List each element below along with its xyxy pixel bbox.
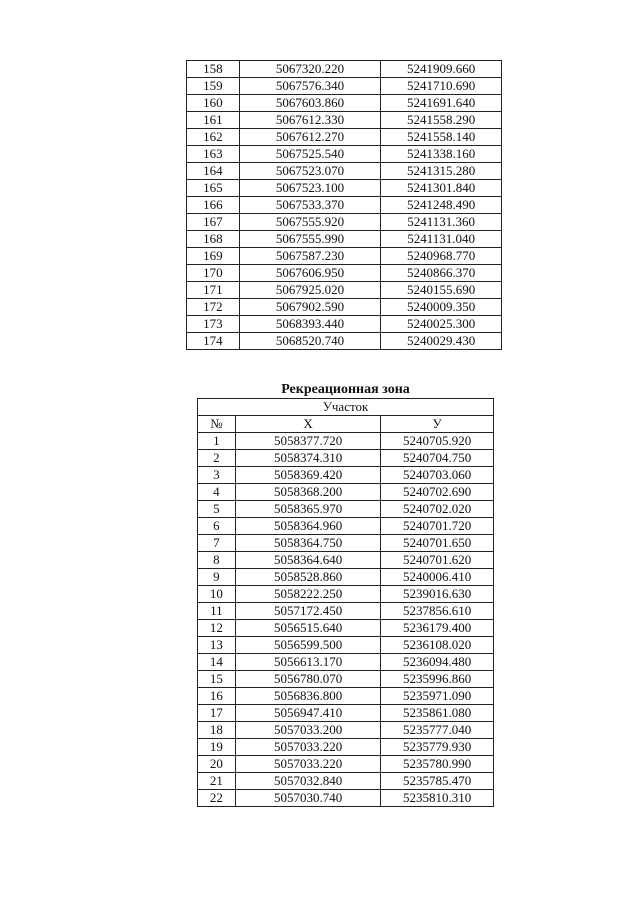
cell-y: 5241131.040 (381, 231, 502, 248)
table-row (198, 773, 494, 790)
table-row (198, 450, 494, 467)
cell-number: 172 (187, 299, 240, 316)
cell-x: 5057172.450 (235, 603, 380, 620)
cell-number: 12 (198, 620, 236, 637)
cell-x: 5067525.540 (239, 146, 381, 163)
table-row (187, 282, 502, 299)
cell-x: 5067523.100 (239, 180, 381, 197)
cell-x: 5056836.800 (235, 688, 380, 705)
table-row (187, 248, 502, 265)
table-row (198, 535, 494, 552)
cell-x: 5067603.860 (239, 95, 381, 112)
cell-y: 5235861.080 (381, 705, 494, 722)
zone-title: Рекреационная зона (281, 382, 410, 397)
cell-number: 14 (198, 654, 236, 671)
header-number: № (198, 416, 236, 433)
header-y: У (381, 416, 494, 433)
cell-number: 22 (198, 790, 236, 807)
cell-number: 16 (198, 688, 236, 705)
table-row (198, 671, 494, 688)
cell-number: 5 (198, 501, 236, 518)
cell-number: 159 (187, 78, 240, 95)
cell-x: 5058377.720 (235, 433, 380, 450)
cell-x: 5057030.740 (235, 790, 380, 807)
cell-x: 5067576.340 (239, 78, 381, 95)
recreation-zone-table (197, 398, 494, 807)
cell-x: 5057033.220 (235, 739, 380, 756)
coordinates-table-body (187, 61, 502, 350)
cell-x: 5067533.370 (239, 197, 381, 214)
table-row (198, 739, 494, 756)
table-row (198, 756, 494, 773)
cell-number: 19 (198, 739, 236, 756)
cell-x: 5058528.860 (235, 569, 380, 586)
cell-number: 168 (187, 231, 240, 248)
table-row (198, 484, 494, 501)
cell-number: 166 (187, 197, 240, 214)
cell-number: 167 (187, 214, 240, 231)
cell-y: 5241248.490 (381, 197, 502, 214)
table-row (187, 333, 502, 350)
table-row (187, 299, 502, 316)
cell-x: 5058222.250 (235, 586, 380, 603)
cell-number: 8 (198, 552, 236, 569)
table-row (187, 129, 502, 146)
cell-number: 2 (198, 450, 236, 467)
cell-y: 5241710.690 (381, 78, 502, 95)
section-row (198, 399, 494, 416)
cell-x: 5058368.200 (235, 484, 380, 501)
cell-number: 160 (187, 95, 240, 112)
table-row (187, 197, 502, 214)
cell-number: 18 (198, 722, 236, 739)
cell-x: 5058369.420 (235, 467, 380, 484)
cell-x: 5056780.070 (235, 671, 380, 688)
table-row (198, 603, 494, 620)
cell-y: 5235971.090 (381, 688, 494, 705)
cell-number: 158 (187, 61, 240, 78)
cell-y: 5240701.620 (381, 552, 494, 569)
cell-y: 5235779.930 (381, 739, 494, 756)
cell-x: 5067555.920 (239, 214, 381, 231)
table-row (198, 705, 494, 722)
table-row (187, 78, 502, 95)
cell-number: 171 (187, 282, 240, 299)
cell-y: 5240705.920 (381, 433, 494, 450)
table-row (198, 654, 494, 671)
cell-number: 13 (198, 637, 236, 654)
cell-x: 5058364.750 (235, 535, 380, 552)
cell-y: 5241131.360 (381, 214, 502, 231)
table-row (198, 637, 494, 654)
cell-number: 15 (198, 671, 236, 688)
cell-y: 5241301.840 (381, 180, 502, 197)
cell-y: 5235777.040 (381, 722, 494, 739)
cell-x: 5067902.590 (239, 299, 381, 316)
cell-x: 5058374.310 (235, 450, 380, 467)
cell-x: 5067555.990 (239, 231, 381, 248)
cell-x: 5067925.020 (239, 282, 381, 299)
cell-x: 5058364.640 (235, 552, 380, 569)
cell-number: 7 (198, 535, 236, 552)
table-row (187, 112, 502, 129)
cell-y: 5240703.060 (381, 467, 494, 484)
cell-y: 5241909.660 (381, 61, 502, 78)
table-row (187, 214, 502, 231)
cell-number: 3 (198, 467, 236, 484)
cell-x: 5058365.970 (235, 501, 380, 518)
table-row (187, 95, 502, 112)
table-row (187, 316, 502, 333)
cell-number: 163 (187, 146, 240, 163)
cell-x: 5056599.500 (235, 637, 380, 654)
table-row (187, 163, 502, 180)
cell-y: 5235785.470 (381, 773, 494, 790)
cell-number: 169 (187, 248, 240, 265)
cell-x: 5057033.200 (235, 722, 380, 739)
cell-y: 5236108.020 (381, 637, 494, 654)
cell-y: 5235996.860 (381, 671, 494, 688)
cell-y: 5240968.770 (381, 248, 502, 265)
cell-y: 5240029.430 (381, 333, 502, 350)
cell-number: 17 (198, 705, 236, 722)
cell-number: 10 (198, 586, 236, 603)
cell-number: 21 (198, 773, 236, 790)
cell-x: 5056613.170 (235, 654, 380, 671)
cell-x: 5067587.230 (239, 248, 381, 265)
cell-y: 5235810.310 (381, 790, 494, 807)
cell-y: 5236094.480 (381, 654, 494, 671)
cell-y: 5241338.160 (381, 146, 502, 163)
section-label: Участок (198, 399, 494, 416)
table-row (187, 146, 502, 163)
table-row (187, 180, 502, 197)
cell-y: 5241315.280 (381, 163, 502, 180)
cell-number: 173 (187, 316, 240, 333)
cell-x: 5057033.220 (235, 756, 380, 773)
cell-y: 5240155.690 (381, 282, 502, 299)
header-x: X (235, 416, 380, 433)
table-row (198, 569, 494, 586)
table-row (198, 688, 494, 705)
table-row (198, 722, 494, 739)
table-row (198, 433, 494, 450)
cell-x: 5058364.960 (235, 518, 380, 535)
cell-y: 5240702.020 (381, 501, 494, 518)
cell-y: 5241691.640 (381, 95, 502, 112)
cell-x: 5056515.640 (235, 620, 380, 637)
table-row (198, 790, 494, 807)
cell-x: 5067320.220 (239, 61, 381, 78)
table-row (198, 586, 494, 603)
table-row (198, 518, 494, 535)
table-row (187, 265, 502, 282)
cell-y: 5240866.370 (381, 265, 502, 282)
cell-number: 6 (198, 518, 236, 535)
cell-x: 5067523.070 (239, 163, 381, 180)
cell-y: 5239016.630 (381, 586, 494, 603)
table-row (198, 467, 494, 484)
cell-number: 11 (198, 603, 236, 620)
cell-y: 5237856.610 (381, 603, 494, 620)
cell-y: 5240009.350 (381, 299, 502, 316)
cell-number: 165 (187, 180, 240, 197)
cell-number: 4 (198, 484, 236, 501)
cell-number: 162 (187, 129, 240, 146)
cell-y: 5241558.140 (381, 129, 502, 146)
cell-y: 5240025.300 (381, 316, 502, 333)
cell-number: 174 (187, 333, 240, 350)
cell-x: 5057032.840 (235, 773, 380, 790)
header-row (198, 416, 494, 433)
cell-y: 5241558.290 (381, 112, 502, 129)
cell-number: 20 (198, 756, 236, 773)
table-row (198, 501, 494, 518)
table-row (198, 620, 494, 637)
coordinates-table-continued (186, 60, 502, 350)
cell-y: 5235780.990 (381, 756, 494, 773)
cell-x: 5068393.440 (239, 316, 381, 333)
cell-y: 5236179.400 (381, 620, 494, 637)
cell-number: 164 (187, 163, 240, 180)
cell-x: 5067612.330 (239, 112, 381, 129)
recreation-zone-table-body (198, 433, 494, 807)
cell-number: 1 (198, 433, 236, 450)
cell-x: 5068520.740 (239, 333, 381, 350)
cell-y: 5240704.750 (381, 450, 494, 467)
cell-number: 161 (187, 112, 240, 129)
cell-y: 5240702.690 (381, 484, 494, 501)
cell-number: 9 (198, 569, 236, 586)
cell-y: 5240006.410 (381, 569, 494, 586)
cell-number: 170 (187, 265, 240, 282)
cell-x: 5067606.950 (239, 265, 381, 282)
table-row (187, 231, 502, 248)
cell-x: 5056947.410 (235, 705, 380, 722)
table-row (198, 552, 494, 569)
table-row (187, 61, 502, 78)
cell-y: 5240701.720 (381, 518, 494, 535)
cell-x: 5067612.270 (239, 129, 381, 146)
cell-y: 5240701.650 (381, 535, 494, 552)
